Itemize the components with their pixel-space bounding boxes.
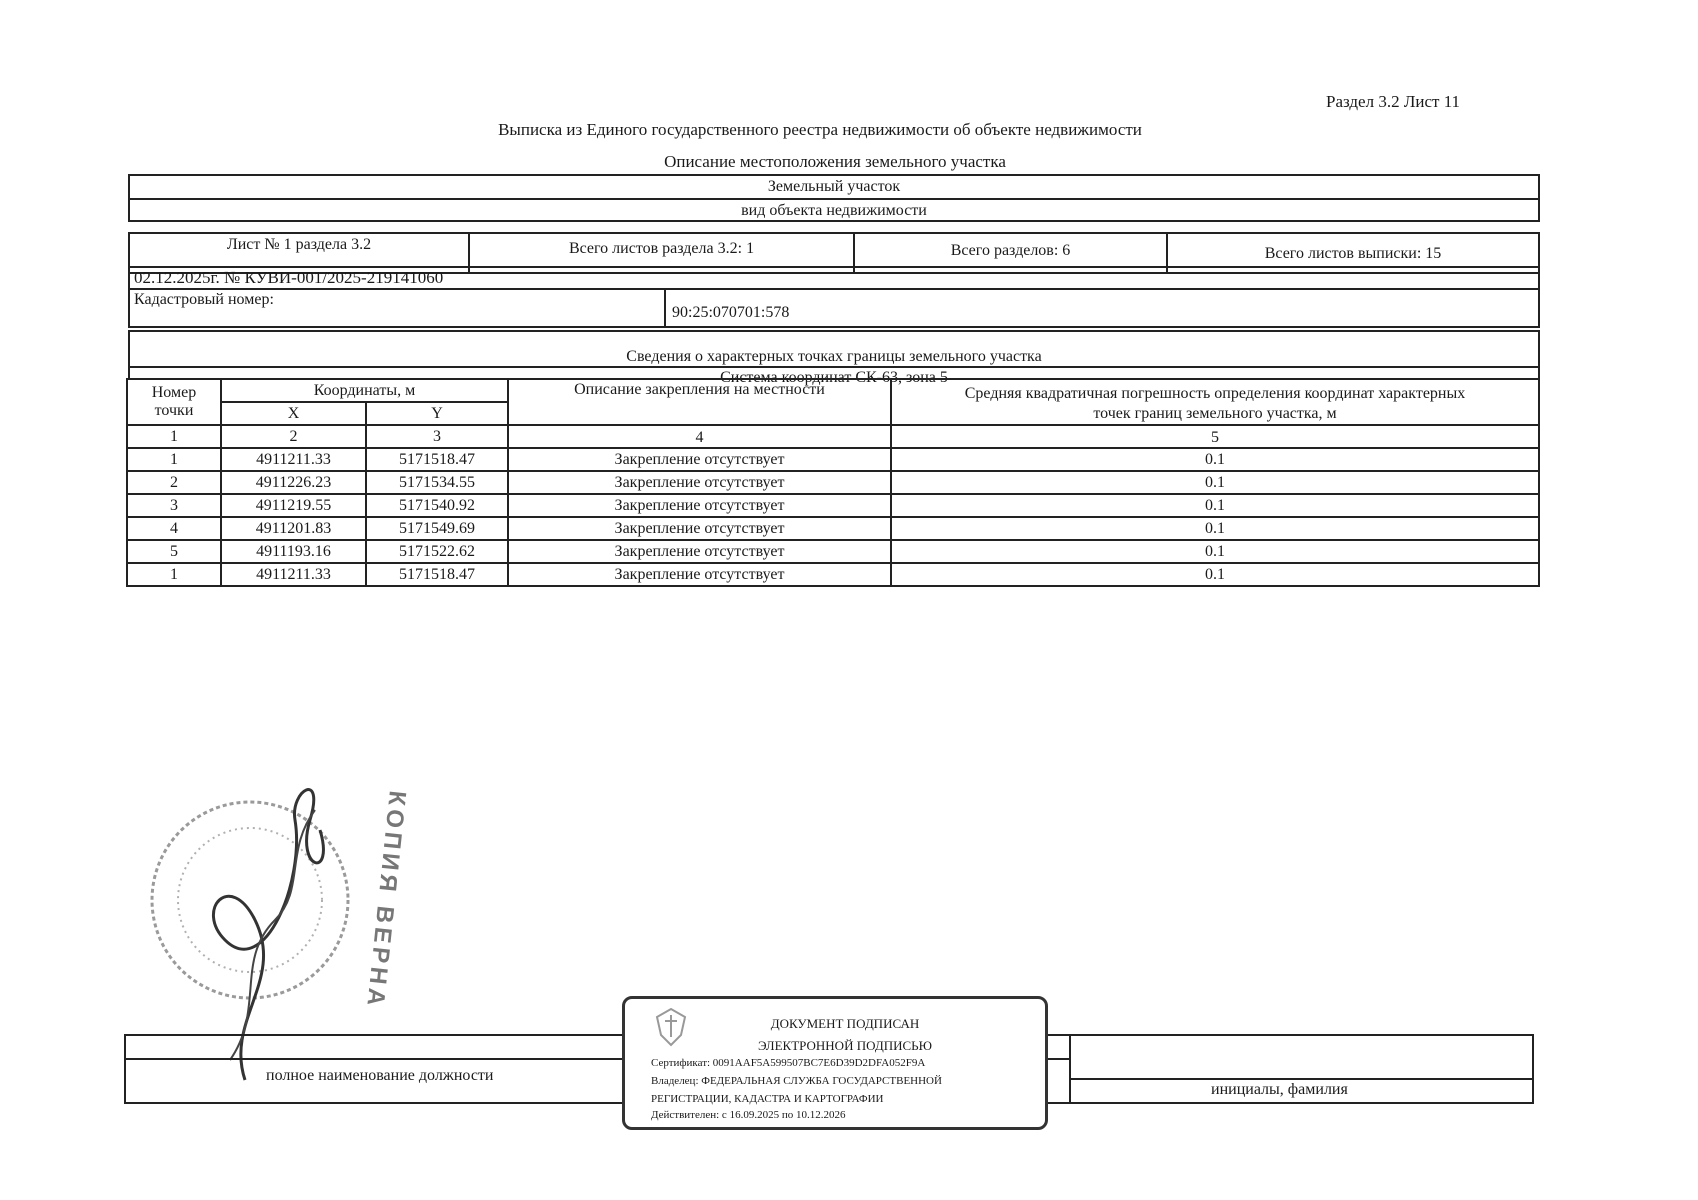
seal-inner-circle	[178, 828, 322, 972]
table-row	[127, 540, 1539, 563]
coord-y: 5171540.92	[366, 494, 508, 517]
col-number: 2	[221, 425, 366, 448]
point-number: 4	[127, 517, 221, 540]
points-table	[126, 378, 1540, 587]
coord-x: 4911219.55	[221, 494, 366, 517]
signature-name-cell	[1071, 1036, 1532, 1102]
fixing-description: Закрепление отсутствует	[508, 494, 891, 517]
col-number: 4	[508, 425, 891, 448]
e-signature-stamp	[622, 996, 1048, 1130]
fixing-description: Закрепление отсутствует	[508, 540, 891, 563]
accuracy-value: 0.1	[891, 563, 1539, 586]
coord-y: 5171518.47	[366, 563, 508, 586]
cadastral-label: Кадастровый номер:	[130, 290, 666, 328]
section-sheet-label: Раздел 3.2 Лист 11	[1326, 92, 1461, 111]
doc-ref-box	[128, 266, 1540, 328]
total-sheets-section: Всего листов раздела 3.2: 1	[470, 234, 855, 272]
coord-x: 4911201.83	[221, 517, 366, 540]
accuracy-value: 0.1	[891, 540, 1539, 563]
fixing-description: Закрепление отсутствует	[508, 563, 891, 586]
e-signature-certificate: Сертификат: 0091AAF5A599507BC7E6D39D2DFA052F9A	[651, 1057, 926, 1069]
point-number: 1	[127, 448, 221, 471]
th-point-number: Номер точки	[127, 379, 221, 425]
coord-y: 5171522.62	[366, 540, 508, 563]
th-accuracy: Средняя квадратичная погрешность определения координат характерных точек границ земельного участка, м	[891, 379, 1539, 425]
accuracy-value: 0.1	[891, 494, 1539, 517]
coord-x: 4911211.33	[221, 448, 366, 471]
point-number: 3	[127, 494, 221, 517]
th-x: X	[221, 402, 366, 425]
name-caption: инициалы, фамилия	[1211, 1081, 1348, 1098]
accuracy-value: 0.1	[891, 471, 1539, 494]
th-coordinates: Координаты, м	[221, 379, 508, 402]
table-row	[127, 448, 1539, 471]
col-number-row	[127, 425, 1539, 448]
total-sections: Всего разделов: 6	[855, 234, 1168, 272]
seal-copy-text: КОПИЯ ВЕРНА	[361, 789, 411, 1011]
point-number: 1	[127, 563, 221, 586]
fixing-description: Закрепление отсутствует	[508, 448, 891, 471]
accuracy-value: 0.1	[891, 448, 1539, 471]
seal-circle	[152, 802, 348, 998]
total-sheets-extract: Всего листов выписки: 15	[1264, 245, 1442, 262]
fixing-description: Закрепление отсутствует	[508, 471, 891, 494]
e-signature-owner2: РЕГИСТРАЦИИ, КАДАСТРА И КАРТОГРАФИИ	[651, 1093, 884, 1105]
object-type-box	[128, 174, 1540, 222]
table-row	[127, 517, 1539, 540]
accuracy-value: 0.1	[891, 517, 1539, 540]
e-signature-owner: Владелец: ФЕДЕРАЛЬНАЯ СЛУЖБА ГОСУДАРСТВЕННОЙ	[651, 1075, 942, 1087]
point-number: 2	[127, 471, 221, 494]
col-number: 3	[366, 425, 508, 448]
table-row	[127, 563, 1539, 586]
col-number: 1	[127, 425, 221, 448]
fixing-description: Закрепление отсутствует	[508, 517, 891, 540]
doc-reference: 02.12.2025г. № КУВИ-001/2025-219141060	[134, 268, 444, 287]
point-number: 5	[127, 540, 221, 563]
object-type-caption: вид объекта недвижимости	[741, 202, 927, 219]
e-signature-line1: ДОКУМЕНТ ПОДПИСАН	[770, 1016, 920, 1031]
table-row	[127, 494, 1539, 517]
coord-y: 5171534.55	[366, 471, 508, 494]
table-row	[127, 471, 1539, 494]
position-caption: полное наименование должности	[266, 1067, 494, 1084]
e-signature-valid: Действителен: с 16.09.2025 по 10.12.2026	[651, 1109, 846, 1121]
coord-y: 5171518.47	[366, 448, 508, 471]
document-title: Выписка из Единого государственного реестра недвижимости об объекте недвижимости	[498, 120, 1142, 139]
sheet-number: Лист № 1 раздела 3.2	[130, 234, 470, 272]
th-fixing: Описание закрепления на местности	[508, 379, 891, 425]
e-signature-line2: ЭЛЕКТРОННОЙ ПОДПИСЬЮ	[758, 1038, 932, 1053]
coord-y: 5171549.69	[366, 517, 508, 540]
signature-stroke	[230, 810, 315, 1060]
col-number: 5	[891, 425, 1539, 448]
th-y: Y	[366, 402, 508, 425]
document-subtitle: Описание местоположения земельного участка	[664, 152, 1006, 171]
points-table-title: Сведения о характерных точках границы земельного участка	[130, 346, 1538, 368]
cadastral-number: 90:25:070701:578	[672, 304, 790, 321]
coord-x: 4911193.16	[221, 540, 366, 563]
object-type: Земельный участок	[130, 176, 1538, 200]
coord-system: Система координат СК-63, зона 5	[720, 369, 948, 386]
coord-x: 4911226.23	[221, 471, 366, 494]
points-table-header	[128, 330, 1540, 386]
coord-x: 4911211.33	[221, 563, 366, 586]
emblem-icon	[651, 1005, 691, 1049]
